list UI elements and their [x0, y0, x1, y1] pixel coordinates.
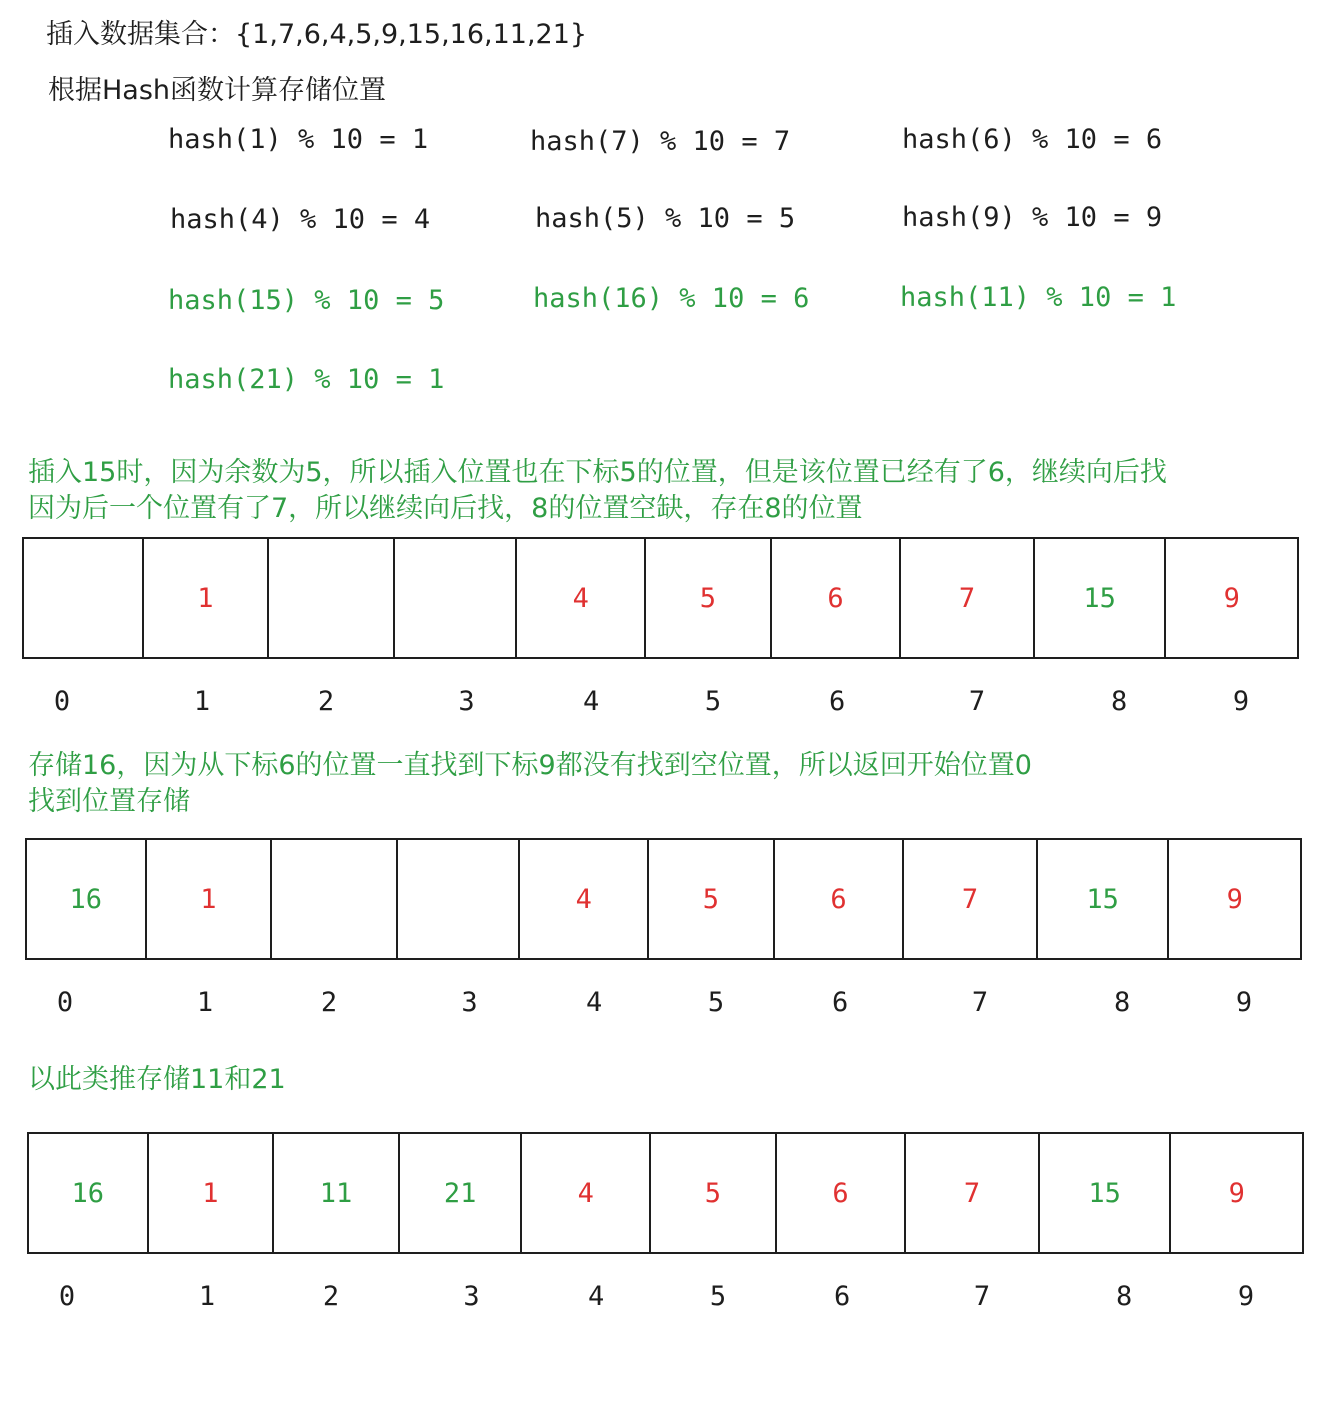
- cell-value: 16: [69, 883, 103, 915]
- cell-value: 6: [827, 582, 844, 614]
- array-cell: [1035, 539, 1167, 657]
- index-label: 7: [971, 987, 989, 1018]
- index-label: 0: [53, 686, 71, 717]
- array-cell: [149, 1134, 275, 1252]
- index-row-2: [25, 987, 1334, 1018]
- hash-calc-label: 根据Hash函数计算存储位置: [48, 75, 387, 106]
- cell-value: 5: [702, 883, 719, 915]
- array-cell: [522, 1134, 651, 1252]
- data-set-label: 插入数据集合：{1,7,6,4,5,9,15,16,11,21}: [46, 19, 588, 50]
- index-label: 5: [709, 1281, 727, 1312]
- index-label: 8: [1114, 987, 1131, 1018]
- index-label: 3: [463, 1281, 480, 1312]
- array-cell: [398, 840, 521, 958]
- cell-value: 6: [832, 1177, 849, 1209]
- cell-value: 1: [197, 582, 214, 614]
- cell-value: 1: [200, 883, 217, 915]
- array-cell: [274, 1134, 400, 1252]
- cell-value: 7: [961, 883, 979, 915]
- cell-value: 5: [704, 1177, 721, 1209]
- array-cell: [27, 840, 147, 958]
- index-label: 7: [968, 686, 986, 717]
- array-cell: [901, 539, 1035, 657]
- array-cell: [272, 840, 398, 958]
- hash-line-9: hash(9) % 10 = 9: [902, 202, 1163, 233]
- cell-value: 9: [1226, 883, 1243, 915]
- array-cell: [904, 840, 1038, 958]
- array-cell: [24, 539, 144, 657]
- array-cell: [1171, 1134, 1302, 1252]
- cell-value: 7: [958, 582, 976, 614]
- note-insert-16-line2: 找到位置存储: [28, 786, 190, 817]
- cell-value: 21: [443, 1177, 477, 1209]
- array-cell: [400, 1134, 523, 1252]
- index-label: 6: [829, 686, 846, 717]
- cell-value: 6: [830, 883, 847, 915]
- index-row-1: [22, 686, 1334, 717]
- index-label: 6: [832, 987, 849, 1018]
- array-cell: [1169, 840, 1300, 958]
- array-cell: [29, 1134, 149, 1252]
- hash-line-4: hash(4) % 10 = 4: [170, 204, 431, 235]
- index-label: 2: [317, 686, 335, 717]
- hash-table-array-after-15: [22, 537, 1299, 659]
- cell-value: 4: [577, 1177, 594, 1209]
- array-cell: [147, 840, 273, 958]
- index-row-3: [27, 1281, 1334, 1312]
- hash-line-1: hash(1) % 10 = 1: [168, 124, 429, 155]
- array-cell: [144, 539, 270, 657]
- hash-line-11: hash(11) % 10 = 1: [900, 282, 1177, 313]
- index-label: 5: [704, 686, 722, 717]
- array-cell: [517, 539, 646, 657]
- hash-line-16: hash(16) % 10 = 6: [533, 283, 810, 314]
- array-cell: [775, 840, 905, 958]
- cell-value: 15: [1088, 1177, 1121, 1209]
- cell-value: 4: [575, 883, 592, 915]
- array-cell: [646, 539, 772, 657]
- index-label: 1: [193, 686, 211, 717]
- index-label: 2: [320, 987, 338, 1018]
- array-cell: [906, 1134, 1040, 1252]
- hash-table-array-after-16: [25, 838, 1302, 960]
- cell-value: 7: [963, 1177, 981, 1209]
- index-label: 3: [458, 686, 475, 717]
- hash-table-array-final: [27, 1132, 1304, 1254]
- note-insert-15-line1: 插入15时，因为余数为5，所以插入位置也在下标5的位置，但是该位置已经有了6，继续向后找: [28, 457, 1167, 488]
- index-label: 1: [196, 987, 214, 1018]
- index-label: 9: [1235, 987, 1253, 1018]
- index-label: 0: [58, 1281, 76, 1312]
- array-cell: [1166, 539, 1297, 657]
- index-label: 4: [586, 987, 603, 1018]
- note-insert-15-line2: 因为后一个位置有了7，所以继续向后找，8的位置空缺，存在8的位置: [28, 493, 863, 524]
- index-label: 9: [1237, 1281, 1255, 1312]
- index-label: 3: [461, 987, 478, 1018]
- cell-value: 9: [1223, 582, 1240, 614]
- array-cell: [772, 539, 902, 657]
- cell-value: 11: [319, 1177, 353, 1209]
- index-label: 8: [1116, 1281, 1133, 1312]
- cell-value: 15: [1086, 883, 1119, 915]
- array-cell: [777, 1134, 907, 1252]
- index-label: 5: [707, 987, 725, 1018]
- index-label: 4: [588, 1281, 605, 1312]
- array-cell: [649, 840, 775, 958]
- note-insert-11-21: 以此类推存储11和21: [28, 1064, 286, 1095]
- cell-value: 1: [202, 1177, 219, 1209]
- hash-line-6: hash(6) % 10 = 6: [902, 124, 1163, 155]
- index-label: 8: [1111, 686, 1128, 717]
- index-label: 9: [1232, 686, 1250, 717]
- cell-value: 5: [699, 582, 716, 614]
- array-cell: [651, 1134, 777, 1252]
- array-cell: [269, 539, 395, 657]
- hash-line-15: hash(15) % 10 = 5: [168, 285, 445, 316]
- hash-line-21: hash(21) % 10 = 1: [168, 364, 445, 395]
- index-label: 4: [583, 686, 600, 717]
- cell-value: 4: [572, 582, 589, 614]
- index-label: 0: [56, 987, 74, 1018]
- array-cell: [1040, 1134, 1172, 1252]
- note-insert-16-line1: 存储16，因为从下标6的位置一直找到下标9都没有找到空位置，所以返回开始位置0: [28, 750, 1032, 781]
- index-label: 2: [322, 1281, 340, 1312]
- hash-line-7: hash(7) % 10 = 7: [530, 126, 791, 157]
- array-cell: [1038, 840, 1170, 958]
- cell-value: 15: [1083, 582, 1116, 614]
- hash-line-5: hash(5) % 10 = 5: [535, 203, 796, 234]
- cell-value: 16: [71, 1177, 105, 1209]
- index-label: 1: [198, 1281, 216, 1312]
- cell-value: 9: [1228, 1177, 1245, 1209]
- index-label: 7: [973, 1281, 991, 1312]
- array-cell: [395, 539, 518, 657]
- array-cell: [520, 840, 649, 958]
- index-label: 6: [834, 1281, 851, 1312]
